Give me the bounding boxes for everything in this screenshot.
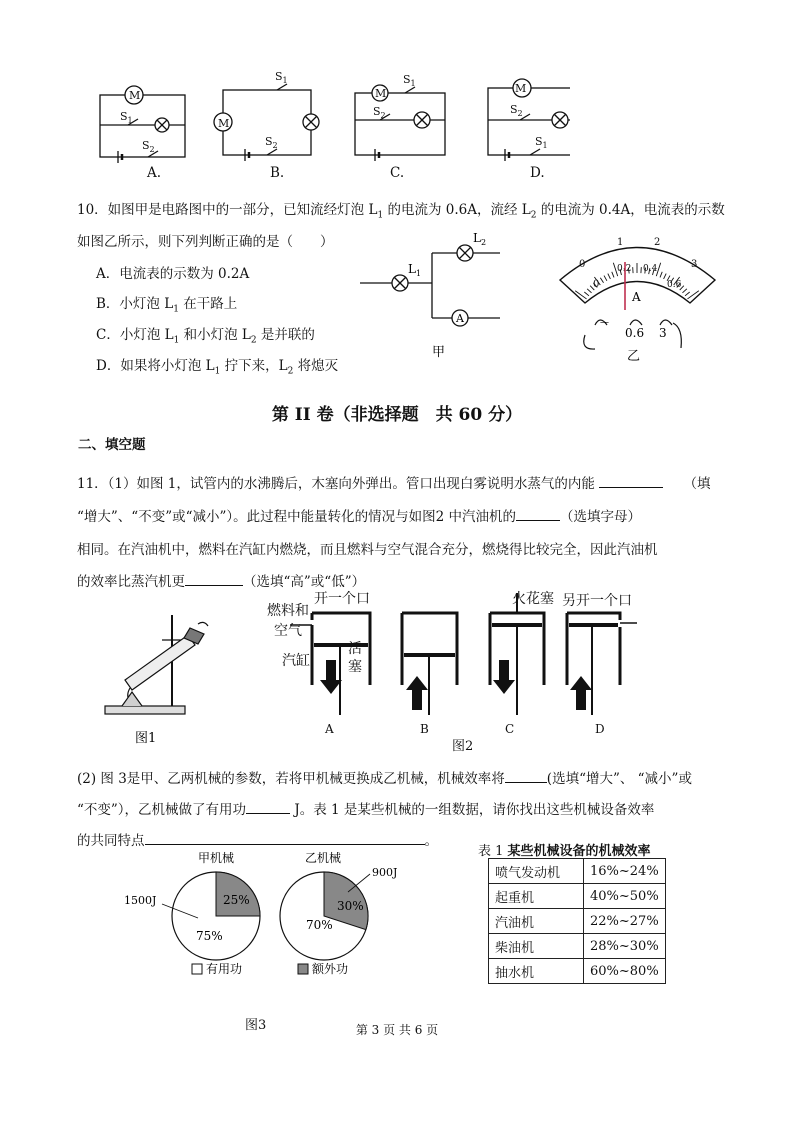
l2-label: $L_2$ (473, 231, 487, 247)
circuit-options-figure (90, 65, 570, 185)
pie-jia-useful-value: 1500J (124, 894, 157, 907)
fig2-air-label: 空气 (274, 623, 302, 639)
circuit-b (214, 84, 319, 161)
scale-bottom-04: 0.4 (643, 264, 658, 274)
q11-line4: 的效率比蒸汽机更 （选填“高”或“低”） (77, 574, 366, 590)
table-row (489, 959, 666, 984)
terminal-06: 0.6 (625, 326, 645, 340)
scale-top-3: 3 (691, 259, 698, 270)
section-fill-blank: 二、填空题 (78, 437, 146, 453)
fig2-engine-strokes (262, 585, 672, 755)
circuit-c (355, 85, 445, 161)
fig2-letter-c: C (505, 722, 515, 736)
q10-option-b: B．小灯泡 $L_1$ 在干路上 (96, 296, 238, 315)
pie-yi-extra-pct: 30% (337, 899, 364, 913)
dial-tick (608, 274, 611, 279)
dial-tick (604, 276, 607, 281)
option-a-label: A. (147, 165, 162, 181)
q11-line2: “增大”、“不变”或“减小”）。此过程中能量转化的情况与如图2 中汽油机的 （选填字母） (77, 509, 642, 525)
table-cell-range: 40%~50% (584, 884, 666, 909)
switch-label-a-s2: $S_2$ (142, 139, 155, 154)
table1 (488, 858, 666, 984)
table-cell-name: 柴油机 (489, 934, 584, 959)
fig2-fuel-label: 燃料和 (267, 603, 309, 619)
pie-jia-extra-pct: 25% (223, 893, 250, 907)
q11-line1: 11．（1）如图 1，试管内的水沸腾后，木塞向外弹出。管口出现白雾说明水蒸气的内能 （填 (77, 476, 711, 492)
q10-stem-line1: 10．如图甲是电路图中的一部分，已知流经灯泡 $L_1$ 的电流为 0.6A，流经 $L_2$ 的电流为 0.4A，电流表的示数 (77, 202, 725, 221)
dial-tick (584, 292, 589, 296)
pie-jia-title: 甲机械 (198, 851, 235, 865)
pie-jia-useful-pct: 75% (196, 929, 223, 943)
fig2-letter-b: B (420, 722, 429, 736)
option-b-label: B. (270, 165, 285, 181)
switch-label-d-s2: $S_2$ (510, 103, 523, 118)
table1-caption: 表 1 某些机械设备的机械效率 (478, 844, 651, 859)
pie-yi-extra-value: 900J (372, 866, 398, 879)
table-cell-range: 60%~80% (584, 959, 666, 984)
q10-option-a: A．电流表的示数为 0.2A (96, 266, 250, 282)
l1-label: $L_1$ (408, 262, 422, 278)
fig2-letter-d: D (595, 722, 605, 736)
table-row (489, 884, 666, 909)
legend-extra-swatch (298, 964, 308, 974)
table-cell-name: 汽油机 (489, 909, 584, 934)
table-cell-name: 喷气发动机 (489, 859, 584, 884)
dial-tick (685, 292, 690, 296)
q10-option-d: D．如果将小灯泡 $L_1$ 拧下来，$L_2$ 将熄灭 (96, 358, 339, 377)
scale-top-0: 0 (579, 259, 586, 270)
minus-terminal: — (600, 318, 609, 328)
fig2-open2-label: 另开一个口 (562, 593, 632, 609)
fig3-caption: 图3 (245, 1018, 267, 1033)
fig2-spark-label: 火花塞 (512, 591, 554, 607)
circuit-d (488, 79, 570, 161)
switch-label-c-s2: $S_2$ (373, 105, 386, 120)
fig2-caption: 图2 (452, 739, 474, 754)
q10-option-c: C．小灯泡 $L_1$ 和小灯泡 $L_2$ 是并联的 (96, 327, 315, 346)
scale-top-2: 2 (654, 237, 661, 248)
q11-2-line1: (2) 图 3是甲、乙两机械的参数，若将甲机械更换成乙机械，机械效率将 (选填“增大”、 “减小”或 (77, 771, 692, 787)
motor-label-a: M (129, 89, 141, 102)
motor-label-c: M (375, 87, 387, 100)
table-cell-range: 22%~27% (584, 909, 666, 934)
fig-jia-circuit (360, 228, 510, 363)
switch-label-d-s1: $S_1$ (535, 135, 548, 150)
fig2-open-label: 开一个口 (314, 591, 370, 607)
switch-label-b-s2: $S_2$ (265, 135, 278, 150)
legend-useful-label: 有用功 (206, 962, 243, 976)
switch-label-c-s1: $S_1$ (403, 73, 416, 88)
fig-jia-caption: 甲 (432, 345, 446, 360)
q10-stem-line2: 如图乙所示，则下列判断正确的是（ ） (77, 234, 334, 250)
fig1-caption: 图1 (135, 731, 157, 746)
page-footer: 第 3 页 共 6 页 (355, 1023, 439, 1037)
dial-tick (660, 272, 662, 278)
fig-yi-caption: 乙 (627, 349, 641, 364)
table-row (489, 934, 666, 959)
motor-label-d: M (515, 82, 527, 95)
scale-top-1: 1 (617, 237, 624, 248)
fig1-test-tube (100, 610, 220, 750)
fig2-letter-a: A (325, 722, 334, 736)
fig2-piston-label2: 塞 (348, 659, 362, 675)
meter-a-label: A (632, 290, 641, 304)
switch-label-b-s1: $S_1$ (275, 70, 288, 85)
table-cell-name: 起重机 (489, 884, 584, 909)
table-row (489, 859, 666, 884)
switch-label-a-s1: $S_1$ (120, 110, 133, 125)
legend-useful-swatch (192, 964, 202, 974)
fig-yi-ammeter (555, 225, 720, 365)
option-c-label: C. (390, 165, 405, 181)
table-cell-range: 28%~30% (584, 934, 666, 959)
q11-2-line2: “不变”），乙机械做了有用功 J。表 1 是某些机械的一组数据，请你找出这些机械设备效率 (77, 802, 655, 818)
motor-label-b: M (218, 117, 230, 130)
fig2-piston-label1: 活 (348, 641, 362, 657)
part2-title: 第 II 卷（非选择题 共 60 分） (271, 405, 523, 425)
q11-2-line3: 的共同特点 。 (77, 833, 438, 849)
dial-tick (587, 289, 591, 293)
scale-bottom-06: 0.6 (667, 280, 682, 290)
fig2-cylinder-label: 汽缸 (282, 653, 310, 669)
scale-bottom-02: 0.2 (617, 264, 632, 274)
dial-tick (682, 289, 686, 293)
fig3-pie-charts (120, 846, 410, 1036)
pie-yi-title: 乙机械 (305, 851, 342, 865)
ammeter-a-label: A (456, 312, 464, 325)
legend-extra-label: 额外功 (312, 962, 349, 976)
table-cell-name: 抽水机 (489, 959, 584, 984)
terminal-3: 3 (659, 326, 667, 340)
option-d-label: D. (530, 165, 545, 181)
table-row (489, 909, 666, 934)
dial-tick (612, 272, 614, 278)
q11-line3: 相同。在汽油机中，燃料在汽缸内燃烧，而且燃料与空气混合充分，燃烧得比较完全，因此汽油机 (77, 542, 658, 558)
dial-tick (664, 274, 667, 279)
pie-yi-useful-pct: 70% (306, 918, 333, 932)
dial-tick (600, 278, 603, 283)
table-cell-range: 16%~24% (584, 859, 666, 884)
scale-bottom-0: 0 (593, 279, 600, 290)
